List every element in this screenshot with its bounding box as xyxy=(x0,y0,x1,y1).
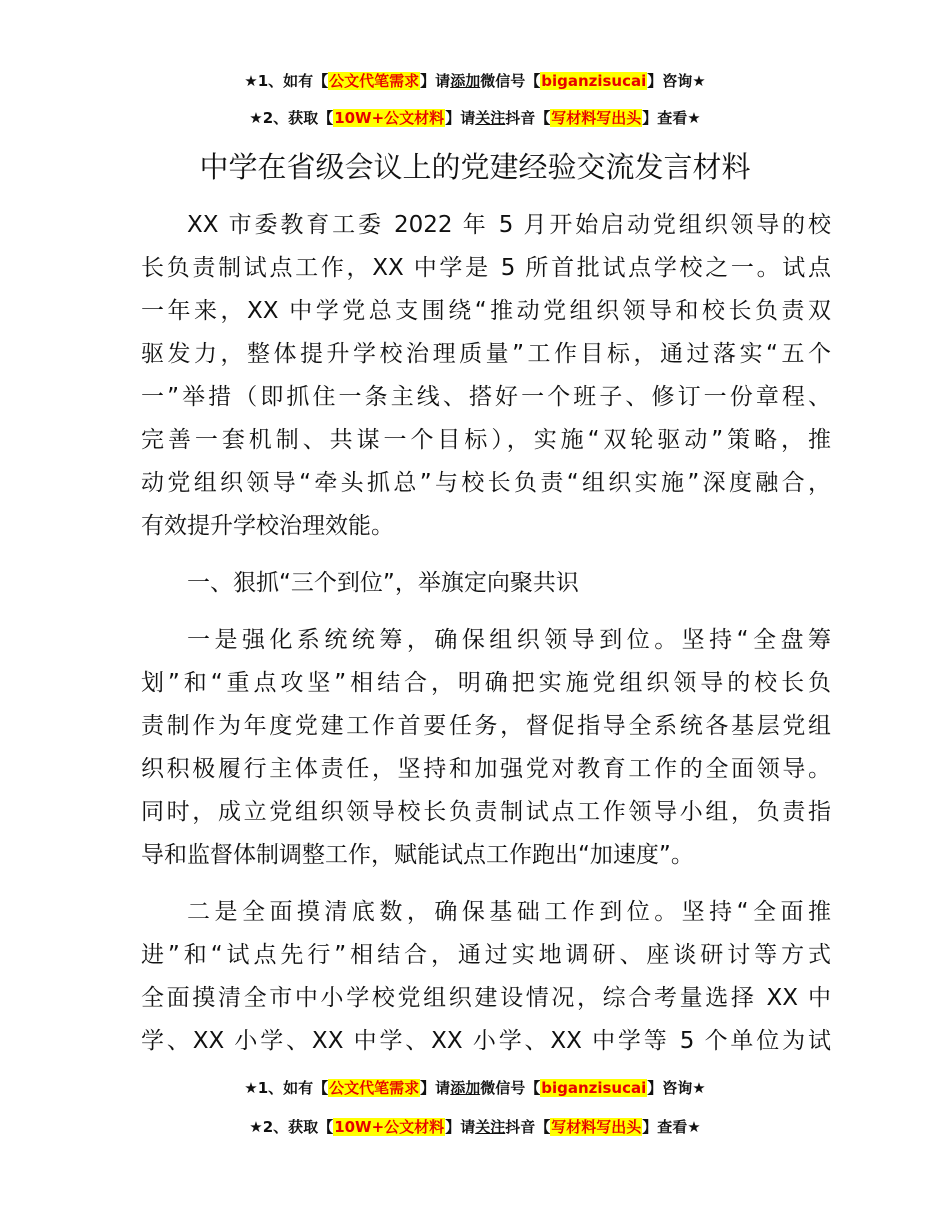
document-title: 中学在省级会议上的党建经验交流发言材料 xyxy=(199,150,751,184)
banner-underlined-text: 关注 xyxy=(475,1118,506,1136)
paragraph-line: XX 市委教育工委 2022 年 5 月开始启动党组织领导的校 xyxy=(187,212,831,238)
bottom-banner-line-1 xyxy=(0,1077,950,1099)
banner-text: ★1、如有【 xyxy=(244,72,329,90)
banner-highlight-douyin-id: 写材料写出头 xyxy=(551,1118,642,1136)
banner-text: 抖音【 xyxy=(505,1118,551,1136)
paragraph-line: 有效提升学校治理效能。 xyxy=(141,513,394,539)
paragraph-1 xyxy=(141,204,831,548)
banner-highlight: 公文代笔需求 xyxy=(329,1079,420,1097)
banner-highlight: 公文代笔需求 xyxy=(329,72,420,90)
paragraph-line: 同时，成立党组织领导校长负责制试点工作领导小组，负责指 xyxy=(141,799,831,825)
banner-highlight-wechat-id: biganzisucai xyxy=(541,1079,647,1097)
top-banner-line-2 xyxy=(0,107,950,129)
paragraph-line: 划”和“重点攻坚”相结合，明确把实施党组织领导的校长负 xyxy=(141,670,831,696)
paragraph-line: 动党组织领导“牵头抓总”与校长负责“组织实施”深度融合， xyxy=(141,470,831,496)
paragraph-line: 一是强化系统统筹，确保组织领导到位。坚持“全盘筹 xyxy=(187,627,831,653)
banner-text: ★2、获取【 xyxy=(249,109,334,127)
banner-text: 微信号【 xyxy=(480,72,541,90)
paragraph-line: 责制作为年度党建工作首要任务，督促指导全系统各基层党组 xyxy=(141,713,831,739)
document-body xyxy=(141,204,831,1063)
paragraph-2 xyxy=(141,619,831,877)
banner-text: 】请 xyxy=(420,72,451,90)
banner-highlight: 10W+公文材料 xyxy=(334,109,445,127)
paragraph-line: 驱发力，整体提升学校治理质量”工作目标，通过落实“五个 xyxy=(141,341,831,367)
paragraph-3 xyxy=(141,891,831,1063)
banner-text: ★1、如有【 xyxy=(244,1079,329,1097)
banner-text: 】请 xyxy=(420,1079,451,1097)
paragraph-line: 完善一套机制、共谋一个目标），实施“双轮驱动”策略，推 xyxy=(141,427,831,453)
banner-text: 微信号【 xyxy=(480,1079,541,1097)
top-banner-line-1 xyxy=(0,70,950,92)
banner-text: 】咨询★ xyxy=(647,72,706,90)
banner-text: 】请 xyxy=(445,1118,476,1136)
bottom-banner-line-2 xyxy=(0,1116,950,1138)
banner-text: 】查看★ xyxy=(642,1118,701,1136)
paragraph-line: 学、XX 小学、XX 中学、XX 小学、XX 中学等 5 个单位为试 xyxy=(141,1028,831,1054)
banner-highlight-douyin-id: 写材料写出头 xyxy=(551,109,642,127)
paragraph-line: 织积极履行主体责任，坚持和加强党对教育工作的全面领导。 xyxy=(141,756,831,782)
section-heading-1: 一、狠抓“三个到位”，举旗定向聚共识 xyxy=(187,570,579,596)
paragraph-line: 长负责制试点工作，XX 中学是 5 所首批试点学校之一。试点 xyxy=(141,255,831,281)
banner-highlight-wechat-id: biganzisucai xyxy=(541,72,647,90)
paragraph-line: 一年来，XX 中学党总支围绕“推动党组织领导和校长负责双 xyxy=(141,298,831,324)
paragraph-line: 二是全面摸清底数，确保基础工作到位。坚持“全面推 xyxy=(187,899,831,925)
banner-text: 抖音【 xyxy=(505,109,551,127)
banner-underlined-text: 添加 xyxy=(450,72,481,90)
paragraph-line: 导和监督体制调整工作，赋能试点工作跑出“加速度”。 xyxy=(141,842,694,868)
paragraph-line: 一”举措（即抓住一条主线、搭好一个班子、修订一份章程、 xyxy=(141,384,831,410)
banner-underlined-text: 添加 xyxy=(450,1079,481,1097)
banner-text: 】请 xyxy=(445,109,476,127)
banner-text: ★2、获取【 xyxy=(249,1118,334,1136)
banner-text: 】查看★ xyxy=(642,109,701,127)
banner-text: 】咨询★ xyxy=(647,1079,706,1097)
banner-underlined-text: 关注 xyxy=(475,109,506,127)
paragraph-line: 进”和“试点先行”相结合，通过实地调研、座谈研讨等方式 xyxy=(141,942,831,968)
banner-highlight: 10W+公文材料 xyxy=(334,1118,445,1136)
paragraph-line: 全面摸清全市中小学校党组织建设情况，综合考量选择 XX 中 xyxy=(141,985,831,1011)
